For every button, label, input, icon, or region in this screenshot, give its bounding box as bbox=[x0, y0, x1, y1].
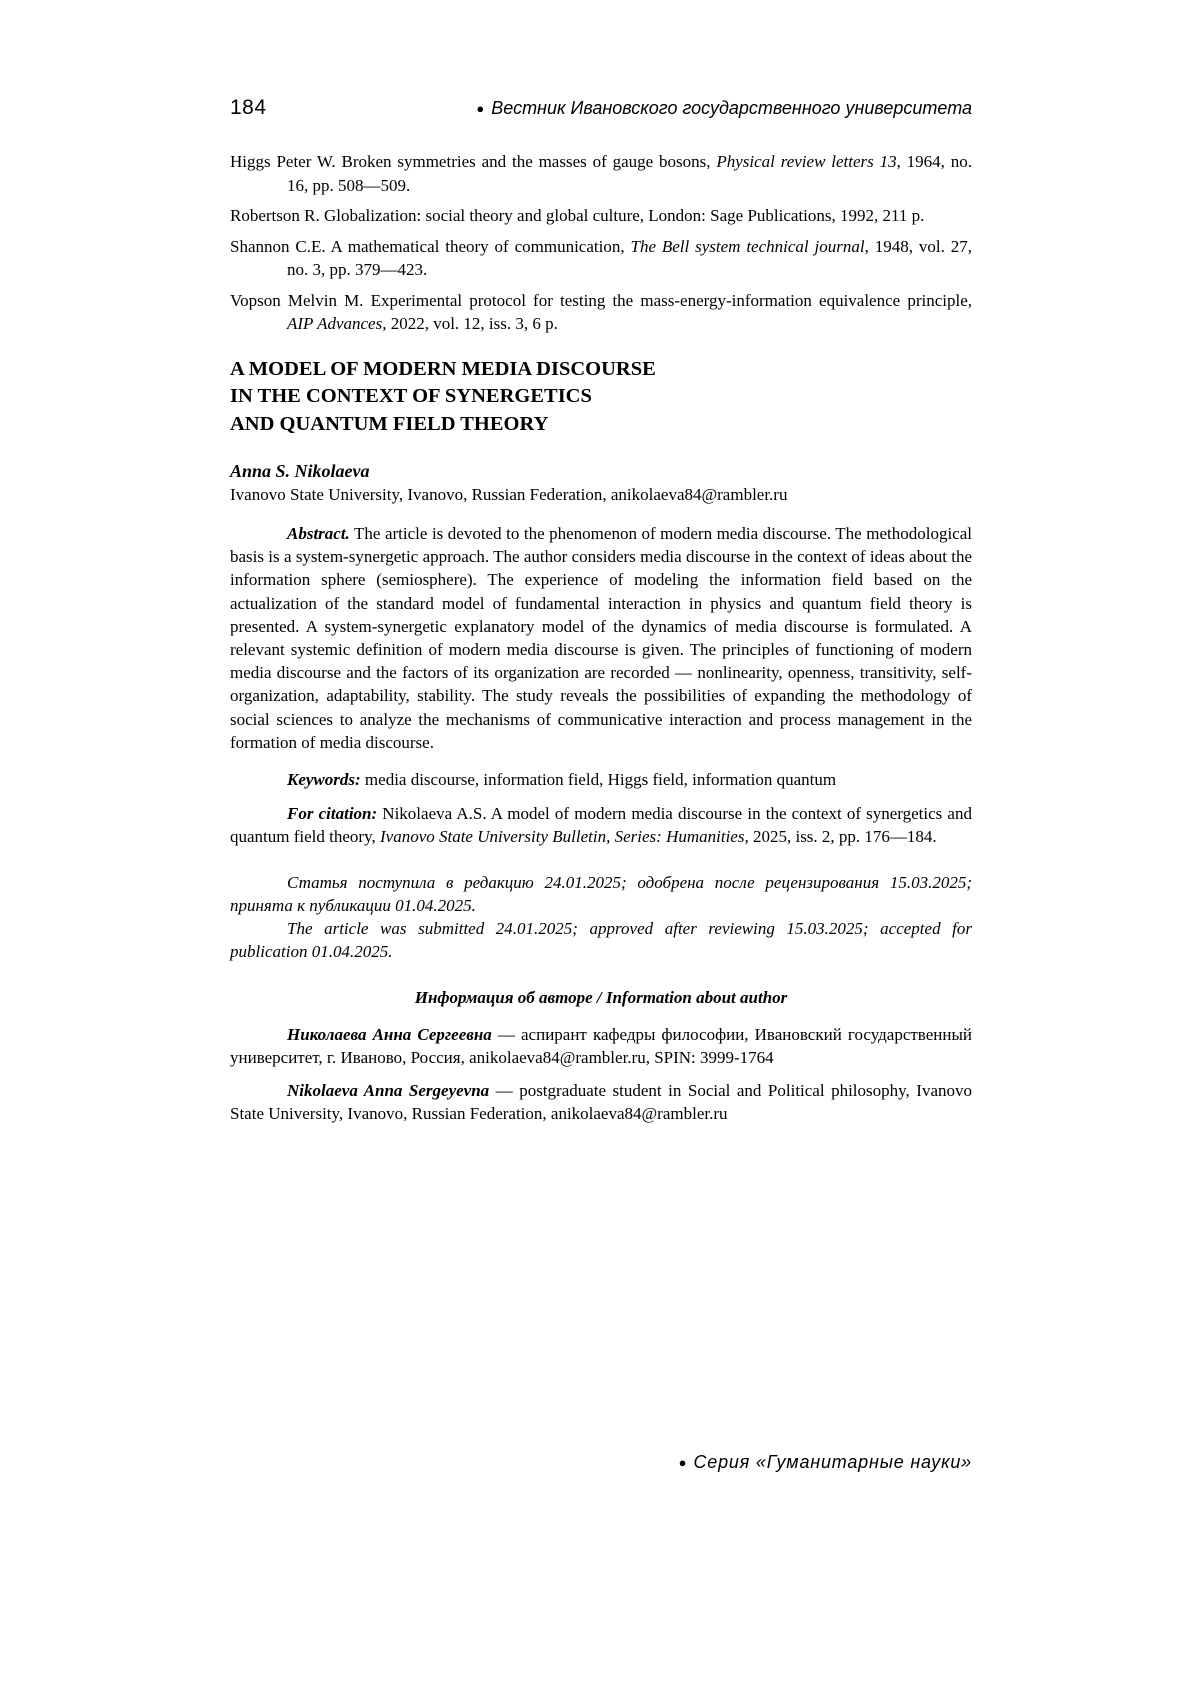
references-list bbox=[230, 150, 972, 336]
for-citation-text: 2025, iss. 2, pp. 176—184. bbox=[748, 826, 937, 846]
article-title-line: AND QUANTUM FIELD THEORY bbox=[230, 412, 549, 435]
page-header bbox=[230, 96, 972, 120]
article-content bbox=[230, 150, 972, 1125]
reference-text: Shannon C.E. A mathematical theory of communication, bbox=[230, 236, 631, 256]
reference-source-italic: AIP Advances bbox=[287, 314, 383, 333]
author-info-en-name: Nikolaeva Anna Sergeyevna bbox=[287, 1081, 490, 1101]
running-head bbox=[476, 98, 972, 119]
reference-text: Robertson R. Globalization: social theory and global culture, London: Sage Publications, 1992, 211 p. bbox=[230, 206, 925, 225]
for-citation bbox=[230, 802, 972, 848]
reference-text: Higgs Peter W. Broken symmetries and the masses of gauge bosons, bbox=[230, 152, 717, 171]
reference-text: Vopson Melvin M. Experimental protocol for testing the mass-energy-information equivalence principle, bbox=[230, 290, 972, 310]
bullet-icon: ● bbox=[678, 1455, 687, 1470]
keywords-text: media discourse, information field, Higgs field, information quantum bbox=[360, 770, 837, 790]
author-info-ru-text: — аспирант кафедры философии, Ивановский государственный университет, г. Иваново, Россия, anikolaeva84@rambler.ru, SPIN: 3999-1764 bbox=[230, 1025, 972, 1068]
author-affiliation: Ivanovo State University, Ivanovo, Russian Federation, anikolaeva84@rambler.ru bbox=[230, 485, 788, 504]
author-info-ru-name: Николаева Анна Сергеевна bbox=[287, 1025, 492, 1045]
article-title-line: IN THE CONTEXT OF SYNERGETICS bbox=[230, 385, 592, 407]
abstract-label: Abstract. bbox=[287, 524, 350, 543]
for-citation-source-italic: Ivanovo State University Bulletin, Series: Humanities, bbox=[379, 826, 749, 846]
article-history bbox=[230, 871, 972, 963]
page-number: 184 bbox=[230, 96, 267, 119]
author-info-en bbox=[230, 1079, 972, 1125]
reference-source-italic: The Bell system technical journal bbox=[630, 236, 865, 256]
author-info-heading: Информация об авторе / Information about author bbox=[414, 987, 788, 1007]
keywords-label: Keywords: bbox=[287, 770, 361, 790]
for-citation-text: Nikolaeva A.S. A model of modern media discourse in the context of synergetics and quantum field theory, bbox=[230, 803, 972, 846]
reference-entry bbox=[230, 204, 972, 228]
journal-title: Вестник Ивановского государственного университета bbox=[491, 98, 972, 118]
bullet-icon: ● bbox=[476, 101, 485, 116]
author-info-ru bbox=[230, 1023, 972, 1069]
article-history-en: The article was submitted 24.01.2025; approved after reviewing 15.03.2025; accepted for publication 01.04.2025. bbox=[230, 918, 972, 961]
abstract-text: The article is devoted to the phenomenon of modern media discourse. The methodological basis is a system-synergetic approach. The author considers media discourse in the context of ideas about the information sphere (semiosphere). The experience of modeling the information field based on the actualization of the standard model of fundamental interaction in physics and quantum field theory is presented. A system-synergetic explanatory model of the dynamics of media discourse is formulated. A relevant systemic definition of modern media discourse is given. The principles of functioning of modern media discourse and the factors of its organization are recorded — nonlinearity, openness, transitivity, self-organization, adaptability, stability. The study reveals the possibilities of expanding the methodology of social sciences to analyze the mechanisms of communicative interaction and process management in the formation of media discourse. bbox=[230, 524, 972, 752]
article-title-line: A MODEL OF MODERN MEDIA DISCOURSE bbox=[230, 357, 656, 380]
reference-entry bbox=[230, 150, 972, 197]
reference-text: , 1964, no. 16, pp. 508—509. bbox=[287, 152, 973, 195]
reference-entry bbox=[230, 289, 972, 336]
keywords bbox=[230, 768, 972, 792]
article-title bbox=[230, 356, 972, 439]
for-citation-label: For citation: bbox=[287, 803, 378, 823]
author-name: Anna S. Nikolaeva bbox=[230, 461, 370, 481]
reference-text: , 2022, vol. 12, iss. 3, 6 p. bbox=[382, 314, 558, 333]
article-history-ru: Статья поступила в редакцию 24.01.2025; одобрена после рецензирования 15.03.2025; принята к публикации 01.04.2025. bbox=[230, 872, 972, 915]
reference-entry bbox=[230, 235, 972, 282]
reference-text: , 1948, vol. 27, no. 3, pp. 379—423. bbox=[287, 236, 972, 279]
reference-source-italic: Physical review letters 13 bbox=[716, 152, 897, 171]
page-footer bbox=[679, 1452, 972, 1473]
series-title: Серия «Гуманитарные науки» bbox=[693, 1452, 972, 1472]
abstract bbox=[230, 522, 972, 754]
author-info-en-text: — postgraduate student in Social and Political philosophy, Ivanovo State University, Ivanovo, Russian Federation, anikolaeva84@rambler.ru bbox=[230, 1081, 972, 1124]
